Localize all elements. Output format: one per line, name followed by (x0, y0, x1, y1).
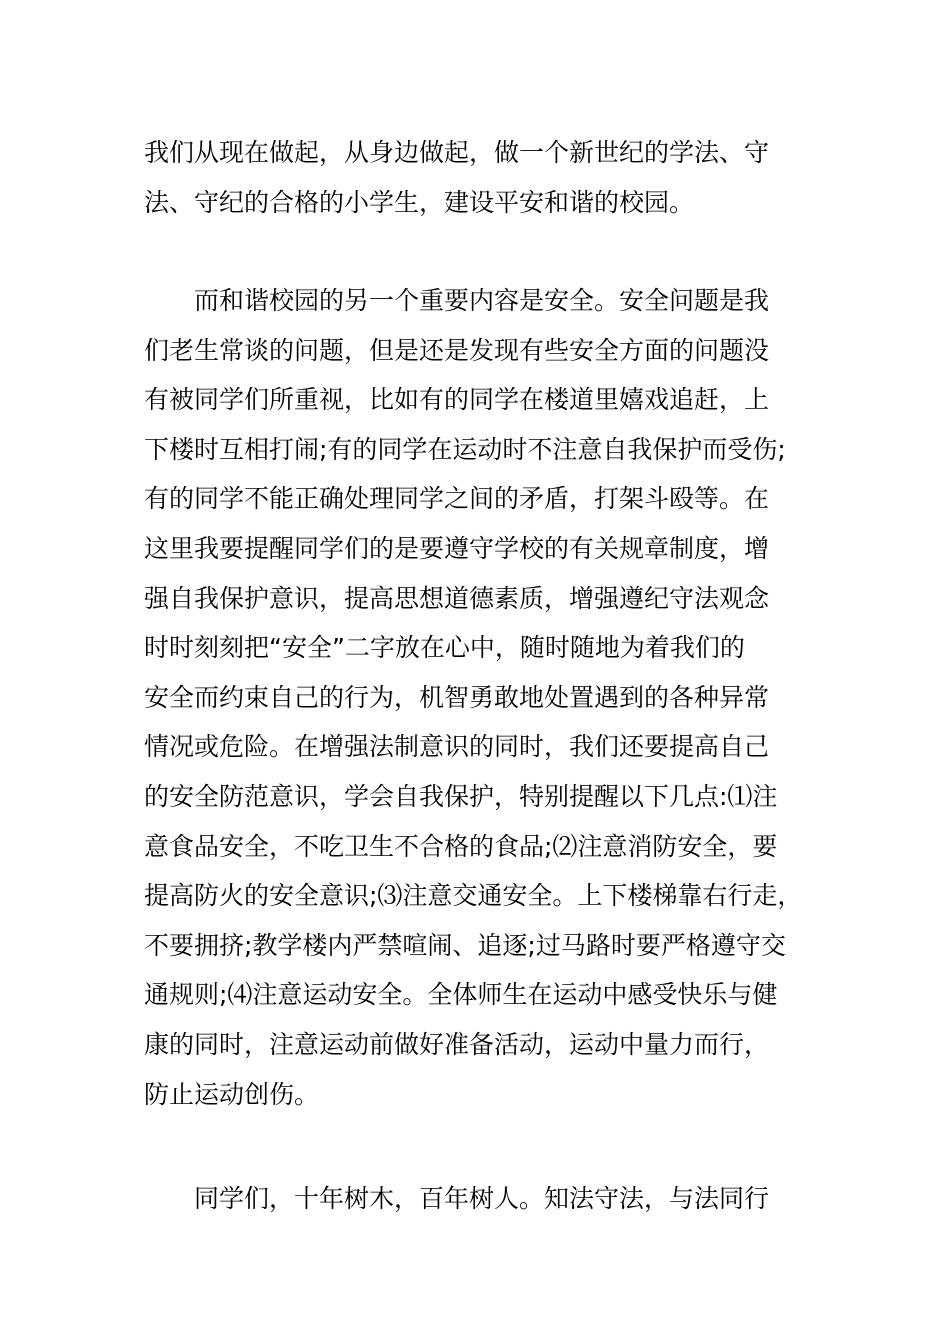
text-line: 通规则;⑷注意运动安全。全体师生在运动中感受快乐与健 (144, 980, 778, 1010)
text-line: 下楼时互相打闹;有的同学在运动时不注意自我保护而受伤; (144, 434, 786, 464)
text-line: 康的同时，注意运动前做好准备活动，运动中量力而行， (144, 1029, 770, 1059)
text-line: 防止运动创伤。 (144, 1079, 320, 1109)
text-line: 时时刻刻把“安全”二字放在心中，随时随地为着我们的 (144, 633, 745, 663)
text-line: 同学们，十年树木，百年树人。知法守法，与法同行 (144, 1184, 770, 1213)
text-line: 提高防火的安全意识;⑶注意交通安全。上下楼梯靠右行走， (144, 881, 803, 911)
text-line: 有的同学不能正确处理同学之间的矛盾，打架斗殴等。在 (144, 484, 770, 514)
text-line: 安全而约束自己的行为，机智勇敢地处置遇到的各种异常 (144, 682, 770, 712)
paragraph-3 (144, 1174, 834, 1224)
text-line: 们老生常谈的问题，但是还是发现有些安全方面的问题没 (144, 335, 770, 365)
text-line: 情况或危险。在增强法制意识的同时，我们还要提高自己 (144, 732, 770, 762)
text-line: 法、守纪的合格的小学生，建设平安和谐的校园。 (144, 187, 695, 217)
text-line: 这里我要提醒同学们的是要遵守学校的有关规章制度，增 (144, 533, 770, 563)
paragraph-1 (144, 128, 834, 227)
text-line: 我们从现在做起，从身边做起，做一个新世纪的学法、守 (144, 138, 770, 167)
text-line: 而和谐校园的另一个重要内容是安全。安全问题是我 (144, 286, 770, 315)
text-line: 意食品安全，不吃卫生不合格的食品;⑵注意消防安全，要 (144, 831, 778, 861)
text-line: 不要拥挤;教学楼内严禁喧闹、追逐;过马路时要严格遵守交 (144, 930, 786, 960)
text-line: 的安全防范意识，学会自我保护，特别提醒以下几点:⑴注 (144, 781, 778, 811)
text-line: 强自我保护意识，提高思想道德素质，增强遵纪守法观念 (144, 583, 770, 613)
paragraph-2 (144, 276, 834, 1119)
text-line: 有被同学们所重视，比如有的同学在楼道里嬉戏追赶，上 (144, 385, 770, 415)
